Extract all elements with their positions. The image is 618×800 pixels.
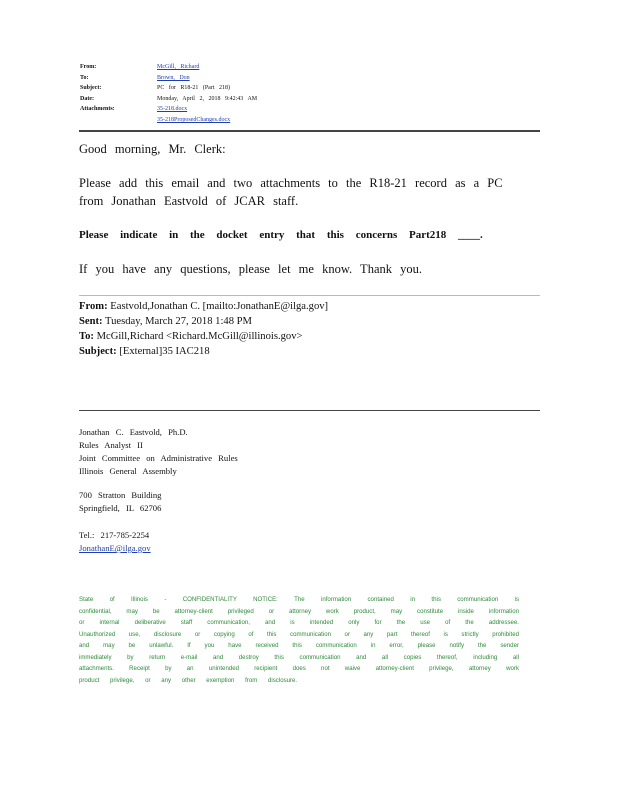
conf-line: Unauthorized use, disclosure or copying of this communication or any part thereof is strictly prohibited	[79, 630, 519, 638]
conf-line: product privilege, or any other exemption from disclosure.	[79, 676, 298, 684]
header-attachments-row	[80, 104, 540, 115]
conf-line: immediately by return e-mail and destroy this communication and all copies thereof, including all	[79, 653, 519, 661]
signature-divider	[79, 410, 540, 411]
fwd-from-row	[79, 299, 328, 314]
fwd-from-value: Eastvold,Jonathan C. [mailto:JonathanE@ilga.gov]	[110, 301, 329, 312]
sig-email-link[interactable]: JonathanE@ilga.gov	[79, 543, 151, 553]
fwd-sent-row	[79, 314, 328, 329]
header-from-label: From:	[80, 64, 97, 70]
fwd-sent-value: Tuesday, March 27, 2018 1:48 PM	[105, 316, 252, 327]
body-line-2: from Jonathan Eastvold of JCAR staff.	[79, 194, 299, 208]
conf-line: State of Illinois - CONFIDENTIALITY NOTICE: The information contained in this communication is	[79, 596, 519, 603]
fwd-subject-row	[79, 344, 328, 359]
sig-org-2: Illinois General Assembly	[79, 466, 177, 476]
header-from-value[interactable]: McGill, Richard	[157, 64, 200, 70]
signature-address	[79, 489, 161, 515]
header-subject-row	[80, 83, 540, 94]
attachment-link-2[interactable]: 35-218ProposedChanges.docx	[157, 116, 231, 123]
sig-org-1: Joint Committee on Administrative Rules	[79, 453, 238, 463]
header-attachments-label: Attachments:	[80, 106, 115, 113]
header-date-label: Date:	[80, 95, 94, 102]
sig-address-2: Springfield, IL 62706	[79, 503, 162, 513]
header-subject-value: PC for R18-21 (Part 218)	[157, 85, 230, 92]
header-to-row	[80, 73, 540, 84]
docket-note: Please indicate in the docket entry that this concerns Part218 ____.	[79, 229, 483, 241]
header-date-row	[80, 94, 540, 105]
conf-line: attachments. Receipt by an unintended recipient does not waive attorney-client privilege, attorney work	[79, 665, 519, 672]
header-to-value[interactable]: Brown, Don	[157, 74, 190, 81]
fwd-sent-label: Sent:	[79, 316, 103, 327]
attachment-link-1[interactable]: 35-218.docx	[157, 106, 188, 113]
header-subject-label: Subject:	[80, 85, 102, 92]
signature-block	[79, 426, 238, 478]
fwd-to-label: To:	[79, 331, 94, 342]
sig-name: Jonathan C. Eastvold, Ph.D.	[79, 427, 188, 437]
sig-phone: Tel.: 217-785-2254	[79, 530, 150, 540]
sig-title: Rules Analyst II	[79, 440, 143, 450]
header-from-row	[80, 62, 540, 73]
email-header	[80, 62, 540, 126]
greeting: Good morning, Mr. Clerk:	[79, 142, 226, 156]
header-attachments-row-2	[80, 115, 540, 126]
header-date-value: Monday, April 2, 2018 9:42:43 AM	[157, 95, 258, 102]
conf-line: or internal deliberative staff communication, and is intended only for the use of the addressee.	[79, 619, 519, 626]
signature-contact	[79, 529, 151, 555]
body-line-1: Please add this email and two attachments to the R18-21 record as a PC	[79, 176, 503, 190]
header-to-label: To:	[80, 74, 89, 81]
header-divider	[79, 130, 540, 132]
fwd-to-row	[79, 329, 328, 344]
conf-line: confidential, may be attorney-client privileged or attorney work product, may constitute inside information	[79, 607, 519, 615]
header-attachments-spacer	[80, 115, 157, 126]
fwd-to-value: McGill,Richard <Richard.McGill@illinois.gov>	[96, 331, 303, 342]
confidentiality-notice	[79, 594, 519, 686]
forward-divider	[79, 295, 540, 296]
conf-line: and may be unlawful. If you have received this communication in error, please notify the sender	[79, 642, 519, 649]
forwarded-header	[79, 299, 328, 359]
fwd-subject-value: [External]35 IAC218	[119, 346, 210, 357]
sig-address-1: 700 Stratton Building	[79, 490, 162, 500]
closing-line: If you have any questions, please let me know. Thank you.	[79, 262, 422, 276]
fwd-from-label: From:	[79, 301, 108, 312]
fwd-subject-label: Subject:	[79, 346, 117, 357]
